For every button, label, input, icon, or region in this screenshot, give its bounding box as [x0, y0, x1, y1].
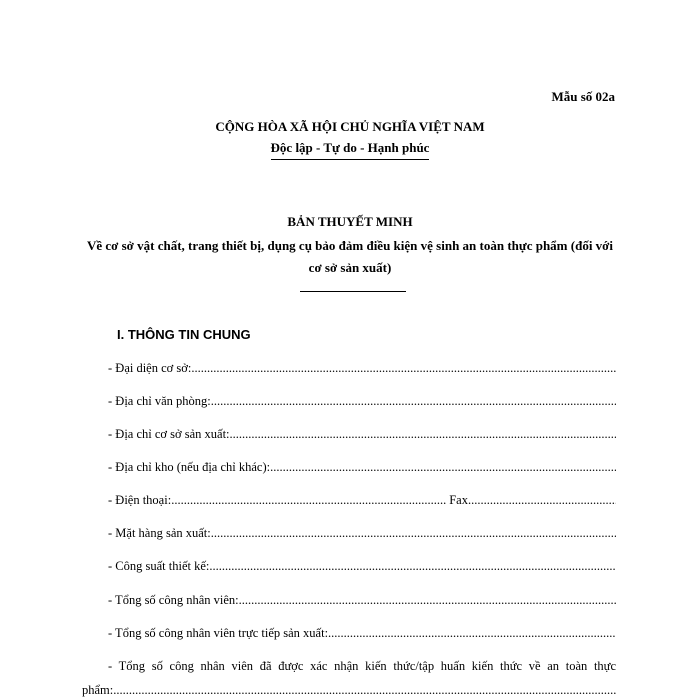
capacity-label: - Công suất thiết kế:	[108, 559, 210, 573]
phone-fill-line[interactable]	[171, 493, 446, 508]
products-fill-line[interactable]	[211, 526, 616, 541]
phone-fax-field[interactable]	[108, 493, 616, 508]
total-workers-fill-line[interactable]	[239, 593, 616, 608]
representative-field[interactable]	[108, 361, 616, 376]
certified-workers-label-cont: phẩm:	[82, 683, 114, 697]
total-workers-label: - Tổng số công nhân viên:	[108, 593, 239, 607]
office-address-field[interactable]	[108, 394, 616, 409]
direct-workers-label: - Tổng số công nhân viên trực tiếp sản xuất:	[108, 626, 329, 640]
office-address-label: - Địa chỉ văn phòng:	[108, 394, 211, 408]
representative-label: - Đại diện cơ sở:	[108, 361, 192, 375]
certified-workers-fill-line[interactable]	[113, 683, 616, 698]
products-field[interactable]	[108, 526, 616, 541]
certified-workers-label: - Tổng số công nhân viên đã được xác nhận kiến thức/tập huấn kiến thức về an toàn thực	[108, 659, 616, 673]
national-motto: Độc lập - Tự do - Hạnh phúc	[271, 140, 430, 160]
direct-workers-fill-line[interactable]	[328, 626, 616, 641]
products-label: - Mặt hàng sản xuất:	[108, 526, 211, 540]
motto-block	[0, 140, 700, 160]
title-divider	[300, 291, 406, 292]
total-workers-field[interactable]	[108, 593, 616, 608]
fax-fill-line[interactable]	[468, 493, 616, 508]
phone-part	[108, 493, 446, 508]
form-code: Mẫu số 02a	[551, 89, 615, 104]
document-title: BẢN THUYẾT MINH	[287, 214, 413, 229]
production-address-label: - Địa chỉ cơ sở sản xuất:	[108, 427, 230, 441]
certified-workers-field[interactable]	[82, 683, 616, 698]
office-address-fill-line[interactable]	[211, 394, 616, 409]
production-address-field[interactable]	[108, 427, 616, 442]
section-heading: I. THÔNG TIN CHUNG	[117, 327, 251, 342]
capacity-fill-line[interactable]	[209, 559, 616, 574]
document-subtitle: Về cơ sở vật chất, trang thiết bị, dụng cụ bảo đảm điều kiện vệ sinh an toàn thực phẩm (đối với cơ sở sản xuất)	[87, 238, 613, 275]
warehouse-address-field[interactable]	[108, 460, 616, 475]
national-title: CỘNG HÒA XÃ HỘI CHỦ NGHĨA VIỆT NAM	[215, 119, 485, 134]
capacity-field[interactable]	[108, 559, 616, 574]
warehouse-address-label: - Địa chỉ kho (nếu địa chỉ khác):	[108, 460, 271, 474]
direct-workers-field[interactable]	[108, 626, 616, 641]
phone-label: - Điện thoại:	[108, 493, 172, 507]
representative-fill-line[interactable]	[191, 361, 616, 376]
production-address-fill-line[interactable]	[230, 427, 616, 442]
warehouse-address-fill-line[interactable]	[270, 460, 616, 475]
fax-label: Fax	[449, 493, 468, 507]
